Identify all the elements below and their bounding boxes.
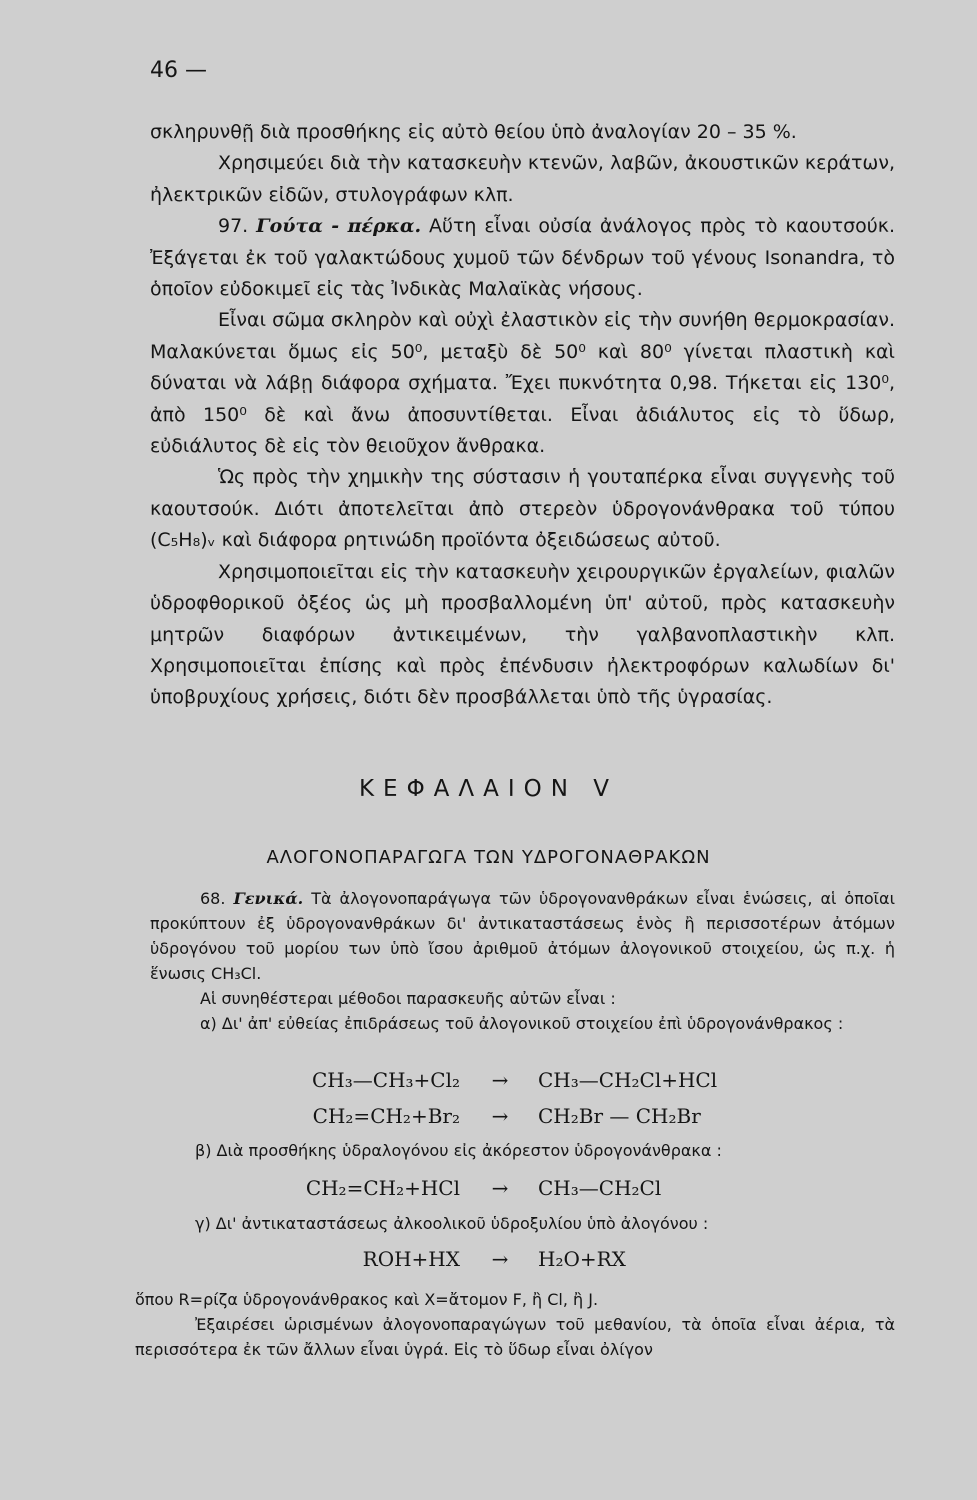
page-number: 46 — — [150, 58, 207, 83]
method-b: β) Διὰ προσθήκης ὑδραλογόνου εἰς ἀκόρεστον ὑδρογονάνθρακα : — [195, 1141, 722, 1160]
chapter-title: ΚΕΦΑΛΑΙΟΝ V — [358, 776, 619, 802]
equation-rhs: H₂O+RX — [538, 1247, 626, 1271]
paragraph-number: 68. — [200, 889, 226, 908]
reaction-arrow: → — [491, 1068, 509, 1092]
chapter-subtitle: ΑΛΟΓΟΝΟΠΑΡΑΓΩΓΑ ΤΩΝ ΥΔΡΟΓΟΝΑΘΡΑΚΩΝ — [266, 847, 711, 868]
paragraph-title: Γούτα - πέρκα. — [256, 215, 422, 238]
reaction-arrow: → — [491, 1247, 509, 1271]
paragraph-composition: Ὡς πρὸς τὴν χημικὴν της σύστασιν ἡ γουταπέρκα εἶναι συγγενὴς τοῦ καουτσούκ. Διότι ἀποτελεῖται ἀπὸ στερεὸν ὑδρογονάνθρακα τοῦ τύπου (C₅H₈)ᵥ καὶ διάφορα ρητινώδη προϊόντα ὀξειδώσεως αὐτοῦ. — [150, 466, 895, 552]
equation-lhs: CH₂=CH₂+HCl — [305, 1176, 460, 1200]
equation-rhs: CH₃—CH₂Cl+HCl — [538, 1068, 718, 1092]
paragraph-general — [150, 886, 895, 986]
paragraph-last: Ἐξαιρέσει ὡρισμένων ἀλογονοπαραγώγων τοῦ μεθανίου, τὰ ὁποῖα εἶναι ἀέρια, τὰ περισσότερα ἐκ τῶν ἄλλων εἶναι ὑγρά. Εἰς τὸ ὕδωρ εἶναι ὀλίγον — [135, 1315, 895, 1359]
paragraph-text: Αὕτη εἶναι οὐσία ἀνάλογος πρὸς τὸ καουτσούκ. Ἐξάγεται ἐκ τοῦ γαλακτώδους χυμοῦ τῶν δένδρων τοῦ γένους Isonandra, τὸ ὁποῖον εὐδοκιμεῖ εἰς τὰς Ἰνδικὰς Μαλαϊκὰς νήσους. — [150, 215, 896, 301]
paragraph-number: 97. — [218, 215, 249, 238]
section-a — [150, 117, 895, 714]
reaction-arrow: → — [491, 1104, 509, 1128]
paragraph-methods: Αἱ συνηθέστεραι μέθοδοι παρασκευῆς αὐτῶν εἶναι : — [200, 989, 616, 1008]
definition-line: ὅπου R=ρίζα ὑδρογονάνθρακος καὶ X=ἄτομον F, ἢ Cl, ἢ J. — [135, 1290, 599, 1309]
equation-lhs: CH₃—CH₃+Cl₂ — [312, 1068, 460, 1092]
section-b — [150, 886, 895, 1036]
paragraph-applications: Χρησιμοποιεῖται εἰς τὴν κατασκευὴν χειρουργικῶν ἐργαλείων, φιαλῶν ὑδροφθορικοῦ ὀξέος ὡς μὴ προσβαλλομένη ὑπ' αὐτοῦ, πρὸς κατασκευὴν μητρῶν διαφόρων ἀντικειμένων, τὴν γαλβανοπλαστικὴν κλπ. Χρησιμοποιεῖται ἐπίσης καὶ πρὸς ἐπένδυσιν ἠλεκτροφόρων καλωδίων δι' ὑποβρυχίους χρήσεις, διότι δὲν προσβάλλεται ὑπὸ τῆς ὑγρασίας. — [150, 560, 895, 709]
reaction-arrow: → — [491, 1176, 509, 1200]
continuation-line: σκληρυνθῇ διὰ προσθήκης εἰς αὐτὸ θείου ὑπὸ ἀναλογίαν 20 – 35 %. — [150, 121, 797, 143]
method-c: γ) Δι' ἀντικαταστάσεως ἀλκοολικοῦ ὑδροξυλίου ὑπὸ ἀλογόνου : — [195, 1214, 709, 1233]
section-b-end — [135, 1287, 895, 1362]
paragraph-properties: Εἶναι σῶμα σκληρὸν καὶ οὐχὶ ἐλαστικὸν εἰς τὴν συνήθη θερμοκρασίαν. Μαλακύνεται ὅμως εἰς 50⁰, μεταξὺ δὲ 50⁰ καὶ 80⁰ γίνεται πλαστικὴ καὶ δύναται νὰ λάβῃ διάφορα σχήματα. Ἔχει πυκνότητα 0,98. Τήκεται εἰς 130⁰, ἀπὸ 150⁰ δὲ καὶ ἄνω ἀποσυντίθεται. Εἶναι ἀδιάλυτος εἰς τὸ ὕδωρ, εὐδιάλυτος δὲ εἰς τὸν θειοῦχον ἄνθρακα. — [150, 309, 895, 458]
equation-lhs: CH₂=CH₂+Br₂ — [312, 1104, 460, 1128]
paragraph-text: Τὰ ἀλογονοπαράγωγα τῶν ὑδρογονανθράκων εἶναι ἑνώσεις, αἱ ὁποῖαι προκύπτουν ἐξ ὑδρογονανθράκων δι' ἀντικαταστάσεως ἑνὸς ἢ περισσοτέρων ἀτόμων ὑδρογόνου τοῦ μορίου των ὑπὸ ἴσου ἀριθμοῦ ἀτόμων ἀλογονικοῦ στοιχείου, ὡς π.χ. ἡ ἕνωσις CH₃Cl. — [150, 889, 896, 983]
equation-rhs: CH₂Br — CH₂Br — [538, 1104, 701, 1128]
method-a: α) Δι' ἀπ' εὐθείας ἐπιδράσεως τοῦ ἀλογονικοῦ στοιχείου ἐπὶ ὑδρογονάνθρακος : — [200, 1014, 844, 1033]
equation-lhs: ROH+HX — [362, 1247, 460, 1271]
equation-rhs: CH₃—CH₂Cl — [538, 1176, 662, 1200]
paragraph-gutta-percha — [150, 211, 895, 305]
paragraph-title: Γενικά. — [233, 889, 304, 908]
paragraph-uses: Χρησιμεύει διὰ τὴν κατασκευὴν κτενῶν, λαβῶν, ἀκουστικῶν κεράτων, ἠλεκτρικῶν εἰδῶν, στυλογράφων κλπ. — [150, 152, 895, 206]
